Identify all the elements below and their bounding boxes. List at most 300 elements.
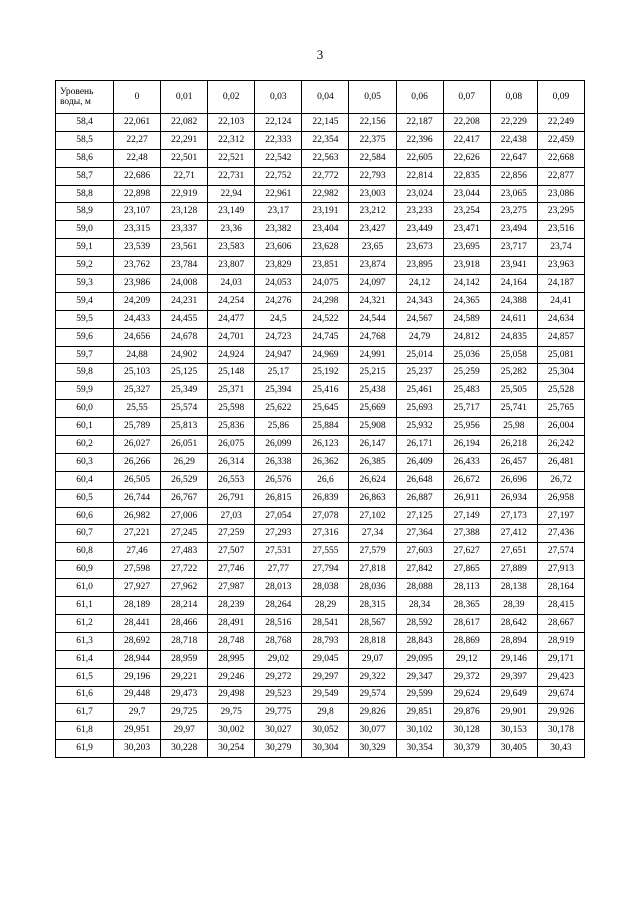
corner-header: Уровень воды, м — [56, 81, 114, 114]
table-row — [56, 579, 585, 597]
level-cell: 61,3 — [56, 632, 114, 650]
value-cell: 23,895 — [396, 257, 443, 275]
level-cell: 61,4 — [56, 650, 114, 668]
value-cell: 26,004 — [537, 418, 584, 436]
value-cell: 22,333 — [255, 131, 302, 149]
value-cell: 28,793 — [302, 632, 349, 650]
value-cell: 25,693 — [396, 400, 443, 418]
value-cell: 25,17 — [255, 364, 302, 382]
value-cell: 25,86 — [255, 418, 302, 436]
value-cell: 22,542 — [255, 149, 302, 167]
value-cell: 26,409 — [396, 453, 443, 471]
value-cell: 23,086 — [537, 185, 584, 203]
table-row — [56, 239, 585, 257]
value-cell: 29,523 — [255, 686, 302, 704]
table-row — [56, 257, 585, 275]
value-cell: 24,88 — [114, 346, 161, 364]
value-cell: 26,505 — [114, 471, 161, 489]
table-row — [56, 364, 585, 382]
value-cell: 29,095 — [396, 650, 443, 668]
level-cell: 60,6 — [56, 507, 114, 525]
value-cell: 24,969 — [302, 346, 349, 364]
value-cell: 22,584 — [349, 149, 396, 167]
value-cell: 26,672 — [443, 471, 490, 489]
page-number: 3 — [316, 47, 324, 62]
level-cell: 59,5 — [56, 310, 114, 328]
value-cell: 26,648 — [396, 471, 443, 489]
value-cell: 23,628 — [302, 239, 349, 257]
value-cell: 25,836 — [208, 418, 255, 436]
value-cell: 24,589 — [443, 310, 490, 328]
value-cell: 26,242 — [537, 436, 584, 454]
level-cell: 59,1 — [56, 239, 114, 257]
value-cell: 24,142 — [443, 275, 490, 293]
value-cell: 26,147 — [349, 436, 396, 454]
value-cell: 24,835 — [490, 328, 537, 346]
value-cell: 29,574 — [349, 686, 396, 704]
value-cell: 28,919 — [537, 632, 584, 650]
value-cell: 23,337 — [161, 221, 208, 239]
value-cell: 30,405 — [490, 740, 537, 758]
value-cell: 22,396 — [396, 131, 443, 149]
value-cell: 23,606 — [255, 239, 302, 257]
table-row — [56, 507, 585, 525]
value-cell: 27,293 — [255, 525, 302, 543]
value-cell: 28,013 — [255, 579, 302, 597]
value-cell: 24,768 — [349, 328, 396, 346]
value-cell: 26,863 — [349, 489, 396, 507]
value-cell: 27,865 — [443, 561, 490, 579]
value-cell: 26,29 — [161, 453, 208, 471]
value-cell: 24,231 — [161, 292, 208, 310]
value-cell: 28,415 — [537, 597, 584, 615]
value-cell: 26,624 — [349, 471, 396, 489]
value-cell: 24,567 — [396, 310, 443, 328]
value-cell: 25,765 — [537, 400, 584, 418]
value-cell: 27,316 — [302, 525, 349, 543]
value-cell: 26,266 — [114, 453, 161, 471]
value-cell: 24,924 — [208, 346, 255, 364]
table-row — [56, 167, 585, 185]
table-row — [56, 275, 585, 293]
level-cell: 60,1 — [56, 418, 114, 436]
value-cell: 26,433 — [443, 453, 490, 471]
value-cell: 26,958 — [537, 489, 584, 507]
table-row — [56, 740, 585, 758]
value-cell: 22,061 — [114, 114, 161, 132]
value-cell: 29,97 — [161, 722, 208, 740]
value-cell: 25,789 — [114, 418, 161, 436]
value-cell: 22,103 — [208, 114, 255, 132]
value-cell: 28,692 — [114, 632, 161, 650]
value-cell: 29,876 — [443, 704, 490, 722]
value-cell: 29,423 — [537, 668, 584, 686]
value-cell: 26,911 — [443, 489, 490, 507]
value-cell: 23,404 — [302, 221, 349, 239]
value-cell: 27,054 — [255, 507, 302, 525]
value-cell: 22,772 — [302, 167, 349, 185]
value-cell: 27,34 — [349, 525, 396, 543]
value-cell: 28,617 — [443, 614, 490, 632]
level-cell: 59,2 — [56, 257, 114, 275]
value-cell: 26,027 — [114, 436, 161, 454]
value-cell: 23,044 — [443, 185, 490, 203]
value-cell: 27,818 — [349, 561, 396, 579]
value-cell: 25,259 — [443, 364, 490, 382]
value-cell: 26,385 — [349, 453, 396, 471]
level-cell: 58,7 — [56, 167, 114, 185]
value-cell: 22,417 — [443, 131, 490, 149]
value-cell: 28,365 — [443, 597, 490, 615]
level-cell: 58,5 — [56, 131, 114, 149]
value-cell: 29,549 — [302, 686, 349, 704]
value-cell: 29,221 — [161, 668, 208, 686]
value-cell: 26,218 — [490, 436, 537, 454]
value-cell: 28,036 — [349, 579, 396, 597]
value-cell: 25,438 — [349, 382, 396, 400]
level-cell: 59,8 — [56, 364, 114, 382]
value-cell: 28,718 — [161, 632, 208, 650]
value-cell: 29,725 — [161, 704, 208, 722]
level-cell: 59,7 — [56, 346, 114, 364]
value-cell: 27,078 — [302, 507, 349, 525]
value-cell: 24,857 — [537, 328, 584, 346]
value-cell: 24,41 — [537, 292, 584, 310]
value-cell: 22,686 — [114, 167, 161, 185]
table-row — [56, 185, 585, 203]
value-cell: 23,65 — [349, 239, 396, 257]
value-cell: 30,304 — [302, 740, 349, 758]
value-cell: 25,669 — [349, 400, 396, 418]
value-cell: 23,191 — [302, 203, 349, 221]
value-cell: 25,908 — [349, 418, 396, 436]
value-cell: 28,843 — [396, 632, 443, 650]
volume-table — [55, 80, 585, 758]
column-header: 0,09 — [537, 81, 584, 114]
table-row — [56, 292, 585, 310]
value-cell: 26,171 — [396, 436, 443, 454]
value-cell: 28,541 — [302, 614, 349, 632]
value-cell: 23,17 — [255, 203, 302, 221]
level-cell: 61,6 — [56, 686, 114, 704]
table-row — [56, 722, 585, 740]
value-cell: 27,77 — [255, 561, 302, 579]
value-cell: 29,8 — [302, 704, 349, 722]
value-cell: 26,934 — [490, 489, 537, 507]
value-cell: 29,02 — [255, 650, 302, 668]
value-cell: 22,961 — [255, 185, 302, 203]
value-cell: 26,123 — [302, 436, 349, 454]
level-cell: 58,9 — [56, 203, 114, 221]
level-cell: 60,8 — [56, 543, 114, 561]
table-row — [56, 203, 585, 221]
value-cell: 30,354 — [396, 740, 443, 758]
column-header: 0,05 — [349, 81, 396, 114]
value-cell: 29,397 — [490, 668, 537, 686]
value-cell: 26,338 — [255, 453, 302, 471]
value-cell: 29,12 — [443, 650, 490, 668]
value-cell: 25,55 — [114, 400, 161, 418]
level-cell: 61,0 — [56, 579, 114, 597]
value-cell: 24,991 — [349, 346, 396, 364]
value-cell: 26,051 — [161, 436, 208, 454]
value-cell: 27,259 — [208, 525, 255, 543]
value-cell: 27,507 — [208, 543, 255, 561]
level-cell: 59,4 — [56, 292, 114, 310]
value-cell: 24,03 — [208, 275, 255, 293]
value-cell: 27,388 — [443, 525, 490, 543]
table-row — [56, 686, 585, 704]
value-cell: 24,12 — [396, 275, 443, 293]
table-row — [56, 114, 585, 132]
value-cell: 26,099 — [255, 436, 302, 454]
table-row — [56, 436, 585, 454]
table-row — [56, 489, 585, 507]
level-cell: 61,2 — [56, 614, 114, 632]
value-cell: 25,956 — [443, 418, 490, 436]
level-cell: 61,5 — [56, 668, 114, 686]
value-cell: 23,918 — [443, 257, 490, 275]
value-cell: 22,793 — [349, 167, 396, 185]
value-cell: 29,75 — [208, 704, 255, 722]
value-cell: 28,667 — [537, 614, 584, 632]
value-cell: 28,995 — [208, 650, 255, 668]
value-cell: 23,986 — [114, 275, 161, 293]
value-cell: 24,321 — [349, 292, 396, 310]
value-cell: 25,461 — [396, 382, 443, 400]
value-cell: 22,438 — [490, 131, 537, 149]
value-cell: 23,233 — [396, 203, 443, 221]
value-cell: 24,634 — [537, 310, 584, 328]
value-cell: 29,372 — [443, 668, 490, 686]
value-cell: 24,433 — [114, 310, 161, 328]
value-cell: 25,192 — [302, 364, 349, 382]
value-cell: 29,347 — [396, 668, 443, 686]
value-cell: 28,466 — [161, 614, 208, 632]
level-cell: 60,0 — [56, 400, 114, 418]
value-cell: 22,291 — [161, 131, 208, 149]
value-cell: 27,46 — [114, 543, 161, 561]
value-cell: 25,598 — [208, 400, 255, 418]
value-cell: 29,649 — [490, 686, 537, 704]
value-cell: 23,874 — [349, 257, 396, 275]
value-cell: 26,744 — [114, 489, 161, 507]
value-cell: 24,187 — [537, 275, 584, 293]
level-cell: 61,7 — [56, 704, 114, 722]
value-cell: 23,673 — [396, 239, 443, 257]
value-cell: 23,851 — [302, 257, 349, 275]
value-cell: 26,481 — [537, 453, 584, 471]
level-cell: 61,8 — [56, 722, 114, 740]
value-cell: 23,695 — [443, 239, 490, 257]
value-cell: 29,926 — [537, 704, 584, 722]
value-cell: 28,214 — [161, 597, 208, 615]
value-cell: 24,701 — [208, 328, 255, 346]
value-cell: 24,209 — [114, 292, 161, 310]
value-cell: 27,927 — [114, 579, 161, 597]
value-cell: 22,71 — [161, 167, 208, 185]
value-cell: 25,237 — [396, 364, 443, 382]
value-cell: 28,315 — [349, 597, 396, 615]
value-cell: 28,869 — [443, 632, 490, 650]
level-cell: 60,4 — [56, 471, 114, 489]
value-cell: 25,058 — [490, 346, 537, 364]
value-cell: 24,611 — [490, 310, 537, 328]
value-cell: 29,826 — [349, 704, 396, 722]
value-cell: 25,215 — [349, 364, 396, 382]
value-cell: 22,626 — [443, 149, 490, 167]
value-cell: 25,505 — [490, 382, 537, 400]
value-cell: 23,315 — [114, 221, 161, 239]
value-cell: 28,516 — [255, 614, 302, 632]
value-cell: 22,94 — [208, 185, 255, 203]
value-cell: 27,03 — [208, 507, 255, 525]
column-header: 0,04 — [302, 81, 349, 114]
value-cell: 27,149 — [443, 507, 490, 525]
level-cell: 59,6 — [56, 328, 114, 346]
value-cell: 29,322 — [349, 668, 396, 686]
value-cell: 24,656 — [114, 328, 161, 346]
value-cell: 30,027 — [255, 722, 302, 740]
level-cell: 58,4 — [56, 114, 114, 132]
value-cell: 25,528 — [537, 382, 584, 400]
value-cell: 25,645 — [302, 400, 349, 418]
value-cell: 28,038 — [302, 579, 349, 597]
value-cell: 22,814 — [396, 167, 443, 185]
value-cell: 28,818 — [349, 632, 396, 650]
value-cell: 29,196 — [114, 668, 161, 686]
value-cell: 28,642 — [490, 614, 537, 632]
value-cell: 25,282 — [490, 364, 537, 382]
value-cell: 27,574 — [537, 543, 584, 561]
value-cell: 27,483 — [161, 543, 208, 561]
value-cell: 25,371 — [208, 382, 255, 400]
value-cell: 22,731 — [208, 167, 255, 185]
value-cell: 28,189 — [114, 597, 161, 615]
value-cell: 26,529 — [161, 471, 208, 489]
value-cell: 24,164 — [490, 275, 537, 293]
value-cell: 23,128 — [161, 203, 208, 221]
value-cell: 24,276 — [255, 292, 302, 310]
table-row — [56, 632, 585, 650]
value-cell: 30,178 — [537, 722, 584, 740]
value-cell: 27,555 — [302, 543, 349, 561]
column-header: 0,01 — [161, 81, 208, 114]
level-cell: 58,8 — [56, 185, 114, 203]
value-cell: 23,295 — [537, 203, 584, 221]
value-cell: 30,228 — [161, 740, 208, 758]
value-cell: 24,343 — [396, 292, 443, 310]
value-cell: 25,125 — [161, 364, 208, 382]
table-row — [56, 346, 585, 364]
value-cell: 22,982 — [302, 185, 349, 203]
value-cell: 23,065 — [490, 185, 537, 203]
value-cell: 24,678 — [161, 328, 208, 346]
table-row — [56, 400, 585, 418]
value-cell: 22,835 — [443, 167, 490, 185]
value-cell: 28,29 — [302, 597, 349, 615]
value-cell: 28,39 — [490, 597, 537, 615]
value-cell: 24,723 — [255, 328, 302, 346]
value-cell: 23,107 — [114, 203, 161, 221]
value-cell: 24,053 — [255, 275, 302, 293]
value-cell: 22,229 — [490, 114, 537, 132]
value-cell: 25,081 — [537, 346, 584, 364]
value-cell: 24,544 — [349, 310, 396, 328]
value-cell: 26,314 — [208, 453, 255, 471]
column-header: 0,08 — [490, 81, 537, 114]
level-cell: 59,0 — [56, 221, 114, 239]
value-cell: 25,932 — [396, 418, 443, 436]
value-cell: 27,006 — [161, 507, 208, 525]
value-cell: 25,813 — [161, 418, 208, 436]
value-cell: 23,807 — [208, 257, 255, 275]
value-cell: 27,913 — [537, 561, 584, 579]
value-cell: 27,436 — [537, 525, 584, 543]
value-cell: 29,951 — [114, 722, 161, 740]
value-cell: 24,097 — [349, 275, 396, 293]
value-cell: 28,592 — [396, 614, 443, 632]
value-cell: 23,583 — [208, 239, 255, 257]
table-row — [56, 471, 585, 489]
value-cell: 25,304 — [537, 364, 584, 382]
value-cell: 26,075 — [208, 436, 255, 454]
value-cell: 23,717 — [490, 239, 537, 257]
value-cell: 22,48 — [114, 149, 161, 167]
value-cell: 28,894 — [490, 632, 537, 650]
value-cell: 25,98 — [490, 418, 537, 436]
value-cell: 24,254 — [208, 292, 255, 310]
value-cell: 24,365 — [443, 292, 490, 310]
value-cell: 30,329 — [349, 740, 396, 758]
value-cell: 27,197 — [537, 507, 584, 525]
value-cell: 26,72 — [537, 471, 584, 489]
value-cell: 27,245 — [161, 525, 208, 543]
value-cell: 29,7 — [114, 704, 161, 722]
value-cell: 25,349 — [161, 382, 208, 400]
value-cell: 27,987 — [208, 579, 255, 597]
value-cell: 23,382 — [255, 221, 302, 239]
value-cell: 26,696 — [490, 471, 537, 489]
value-cell: 22,459 — [537, 131, 584, 149]
value-cell: 29,624 — [443, 686, 490, 704]
value-cell: 27,627 — [443, 543, 490, 561]
value-cell: 23,427 — [349, 221, 396, 239]
value-cell: 28,138 — [490, 579, 537, 597]
value-cell: 29,901 — [490, 704, 537, 722]
value-cell: 30,254 — [208, 740, 255, 758]
column-header: 0,07 — [443, 81, 490, 114]
value-cell: 24,745 — [302, 328, 349, 346]
value-cell: 26,553 — [208, 471, 255, 489]
value-cell: 26,839 — [302, 489, 349, 507]
value-cell: 26,887 — [396, 489, 443, 507]
value-cell: 28,34 — [396, 597, 443, 615]
table-row — [56, 453, 585, 471]
value-cell: 25,036 — [443, 346, 490, 364]
value-cell: 30,052 — [302, 722, 349, 740]
table-header-row — [56, 81, 585, 114]
value-cell: 28,567 — [349, 614, 396, 632]
value-cell: 22,249 — [537, 114, 584, 132]
value-cell: 27,531 — [255, 543, 302, 561]
value-cell: 25,741 — [490, 400, 537, 418]
value-cell: 23,516 — [537, 221, 584, 239]
value-cell: 26,576 — [255, 471, 302, 489]
value-cell: 28,088 — [396, 579, 443, 597]
value-cell: 22,563 — [302, 149, 349, 167]
value-cell: 26,6 — [302, 471, 349, 489]
